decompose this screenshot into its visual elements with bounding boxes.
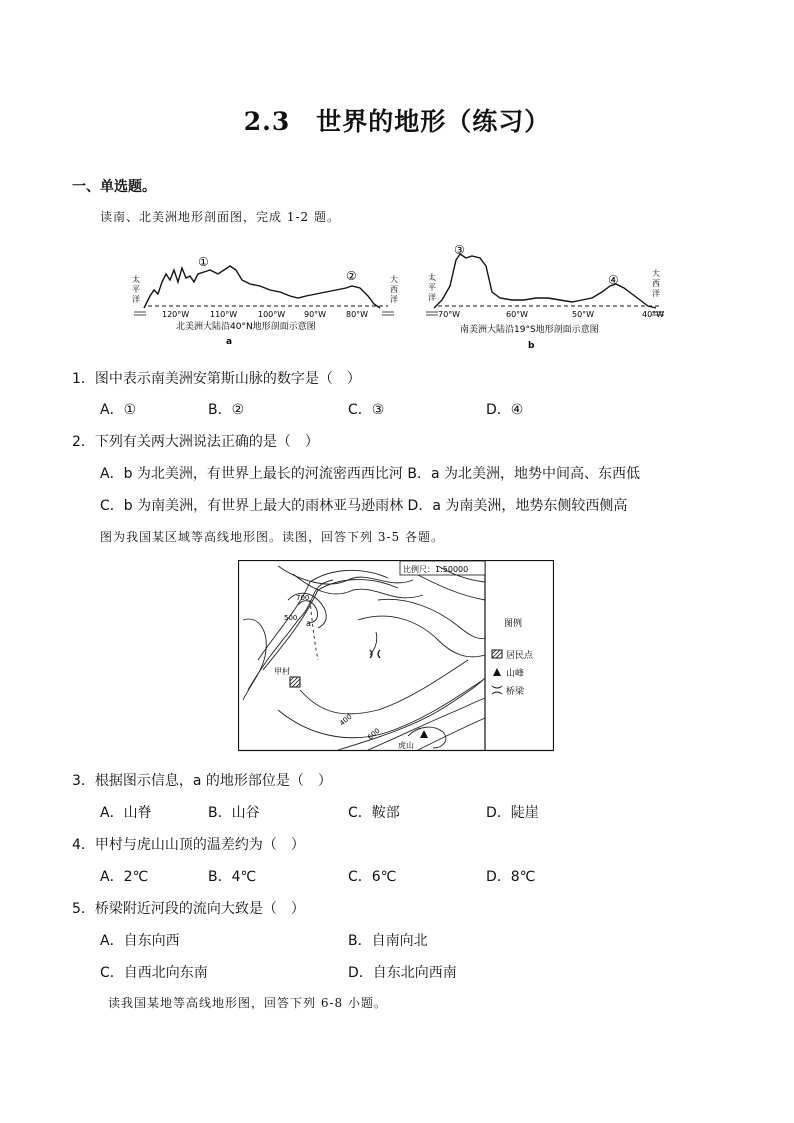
legend-title: 图例	[504, 619, 523, 629]
pacific-label-right-2: 平	[428, 283, 436, 292]
q2-options-line-2: C．b 为南美洲，有世界上最大的雨林亚马逊雨林 D．a 为南美洲，地势东侧较西侧高	[100, 498, 628, 514]
q5-option-b: B．自南向北	[348, 933, 428, 949]
contour-label-600: 600	[366, 726, 382, 742]
intro-6-8: 读我国某地等高线地形图，回答下列 6-8 小题。	[108, 996, 387, 1010]
marker-1: ①	[198, 255, 209, 269]
village-label: 甲村	[274, 667, 290, 676]
peak-label: 虎山	[398, 741, 414, 750]
contour-label-700: 700	[296, 594, 310, 602]
question-3: 3．根据图示信息，a 的地形部位是（ ）	[72, 773, 332, 789]
pacific-label-left-3: 洋	[132, 295, 140, 304]
tick-120w: 120°W	[162, 310, 190, 319]
caption-b: 南美洲大陆沿19°S地形剖面示意图	[460, 325, 599, 335]
q5-option-a: A．自东向西	[100, 933, 180, 949]
letter-a: a	[226, 337, 233, 347]
q5-option-c: C．自西北向东南	[100, 965, 208, 981]
pacific-label-right-1: 太	[428, 273, 436, 282]
pacific-label-right-3: 洋	[428, 293, 436, 302]
atlantic-label-left-1: 大	[390, 275, 398, 284]
q1-option-b: B．②	[208, 402, 245, 418]
tick-80w: 80°W	[346, 310, 369, 319]
tick-110w: 110°W	[210, 310, 238, 319]
scale-label: 比例尺：1:50000	[403, 565, 469, 574]
pacific-label-left-1: 太	[132, 275, 140, 284]
tick-100w: 100°W	[258, 310, 286, 319]
page-title: 2.3 世界的地形（练习）	[243, 107, 551, 136]
profile-diagrams	[120, 236, 680, 352]
q4-option-d: D．8℃	[486, 869, 536, 885]
q3-option-b: B．山谷	[208, 805, 260, 821]
section-heading: 一、单选题。	[72, 179, 156, 195]
atlantic-label-right-2: 西	[652, 279, 660, 288]
marker-3: ③	[454, 243, 465, 257]
q4-option-a: A．2℃	[100, 869, 149, 885]
profile-north-america	[132, 255, 398, 347]
question-2: 2．下列有关两大洲说法正确的是（ ）	[72, 434, 319, 450]
question-1: 1．图中表示南美洲安第斯山脉的数字是（ ）	[72, 371, 361, 387]
q2-options-line-1: A．b 为北美洲，有世界上最长的河流密西西比河 B．a 为北美洲，地势中间高、东西低	[100, 466, 640, 482]
atlantic-label-left-2: 西	[390, 285, 398, 294]
contour-label-400: 400	[338, 712, 354, 728]
profile-line-a	[144, 266, 380, 308]
atlantic-label-left-3: 洋	[390, 295, 398, 304]
intro-3-5: 图为我国某区域等高线地形图。读图，回答下列 3-5 各题。	[100, 530, 444, 544]
q1-option-a: A．①	[100, 402, 137, 418]
q3-option-c: C．鞍部	[348, 805, 400, 821]
question-5: 5．桥梁附近河段的流向大致是（ ）	[72, 901, 305, 917]
caption-a: 北美洲大陆沿40°N地形剖面示意图	[176, 322, 316, 332]
q3-option-d: D．陡崖	[486, 805, 539, 821]
pacific-label-left-2: 平	[132, 285, 140, 294]
marker-4: ④	[608, 273, 619, 287]
q1-option-c: C．③	[348, 402, 385, 418]
tick-60w: 60°W	[506, 310, 529, 319]
legend-bridge-label: 桥梁	[506, 687, 525, 697]
legend-settlement-label: 居民点	[506, 651, 534, 661]
q1-option-d: D．④	[486, 402, 524, 418]
q4-option-c: C．6℃	[348, 869, 397, 885]
marker-2: ②	[346, 269, 357, 283]
contour-label-500: 500	[284, 614, 298, 622]
letter-b: b	[528, 341, 535, 351]
question-4: 4．甲村与虎山山顶的温差约为（ ）	[72, 837, 305, 853]
water-marks-b	[426, 312, 664, 315]
profile-line-b	[434, 254, 656, 308]
point-a-label: a	[306, 619, 311, 628]
atlantic-label-right-3: 洋	[652, 289, 660, 298]
tick-40w: 40°W	[642, 310, 665, 319]
q3-option-a: A．山脊	[100, 805, 152, 821]
profile-south-america	[426, 243, 664, 351]
intro-1-2: 读南、北美洲地形剖面图，完成 1-2 题。	[100, 210, 340, 224]
q4-option-b: B．4℃	[208, 869, 257, 885]
q5-option-d: D．自东北向西南	[348, 965, 457, 981]
tick-90w: 90°W	[304, 310, 327, 319]
tick-70w: 70°W	[438, 310, 461, 319]
atlantic-label-right-1: 大	[652, 269, 660, 278]
contour-map	[238, 560, 554, 752]
tick-50w: 50°W	[572, 310, 595, 319]
legend-peak-label: 山峰	[506, 669, 525, 679]
